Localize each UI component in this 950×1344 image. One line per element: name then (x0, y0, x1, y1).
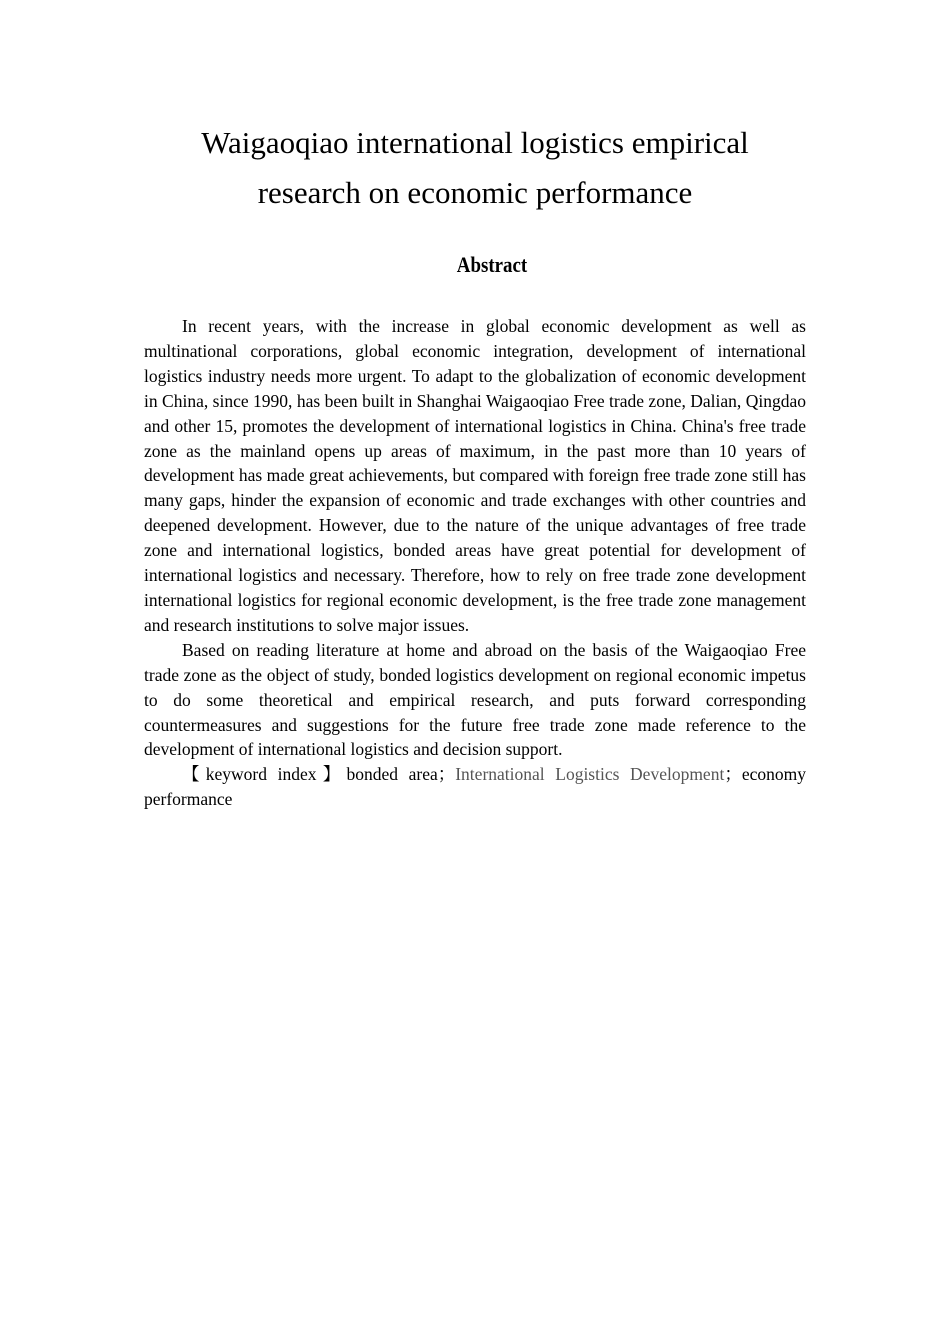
keyword-separator: ； (437, 764, 456, 785)
keywords-label: 【keyword index】 (182, 764, 347, 785)
abstract-body (144, 314, 806, 812)
paper-title-line-2: research on economic performance (257, 175, 693, 210)
keyword-separator: ； (724, 764, 742, 785)
abstract-paragraph-2: Based on reading literature at home and abroad on the basis of the Waigaoqiao Free trade zone as the object of study, bonded logistics development on regional economic impetus to do some theoretical and empirical research, and puts forward corresponding countermeasures and suggestions for the future free trade zone made reference to the development of international logistics and decision support. (144, 639, 806, 760)
paper-title-line-1: Waigaoqiao international logistics empirical (201, 125, 749, 160)
keywords-line (144, 762, 806, 812)
keyword-3: economy performance (144, 764, 806, 810)
keyword-1: bonded area (346, 764, 438, 785)
abstract-heading: Abstract (456, 252, 528, 277)
abstract-paragraph-1: In recent years, with the increase in global economic development as well as multinational corporations, global economic integration, development of international logistics industry needs more urgent. To adapt to the globalization of economic development in China, since 1990, has been built in Shanghai Waigaoqiao Free trade zone, Dalian, Qingdao and other 15, promotes the development of international logistics in China. China's free trade zone as the mainland opens up areas of maximum, in the past more than 10 years of development has made great achievements, but compared with foreign free trade zone still has many gaps, hinder the expansion of economic and trade exchanges with other countries and deepened development. However, due to the nature of the unique advantages of free trade zone and international logistics, bonded areas have great potential for development of international logistics and necessary. Therefore, how to rely on free trade zone development international logistics for regional economic development, is the free trade zone management and research institutions to solve major issues. (144, 316, 806, 635)
paper-title (145, 118, 805, 218)
keyword-2: International Logistics Development (455, 764, 725, 785)
